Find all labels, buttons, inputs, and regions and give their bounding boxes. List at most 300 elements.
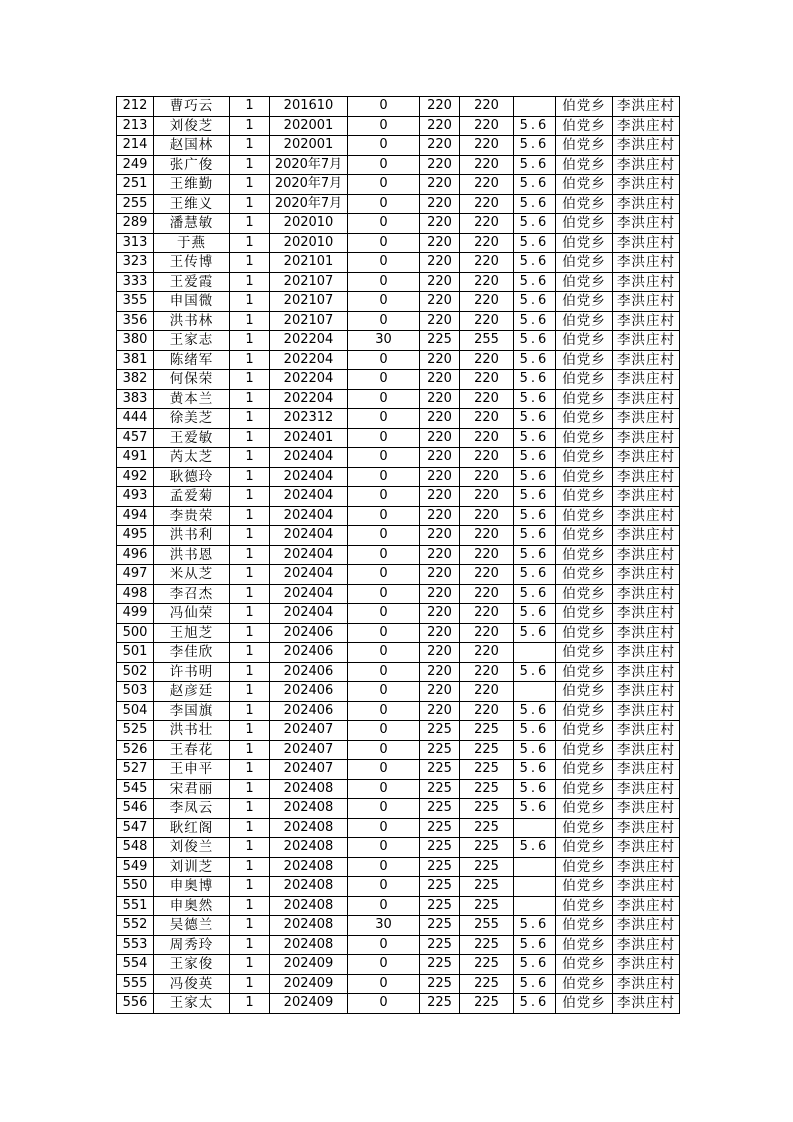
cell-rate: 5.6 (514, 136, 556, 156)
cell-index: 212 (117, 97, 154, 117)
table-row (117, 916, 680, 936)
cell-town: 伯党乡 (556, 389, 613, 409)
table-row (117, 955, 680, 975)
cell-rate: 5.6 (514, 272, 556, 292)
cell-total: 225 (460, 935, 514, 955)
cell-town: 伯党乡 (556, 155, 613, 175)
cell-name: 潘慧敏 (154, 214, 230, 234)
cell-name: 曹巧云 (154, 97, 230, 117)
cell-base: 225 (420, 779, 460, 799)
cell-rate (514, 877, 556, 897)
cell-village: 李洪庄村 (613, 448, 680, 468)
cell-extra: 0 (348, 935, 420, 955)
cell-extra: 0 (348, 194, 420, 214)
cell-count: 1 (230, 779, 270, 799)
cell-date: 202406 (270, 623, 348, 643)
cell-extra: 0 (348, 740, 420, 760)
cell-base: 220 (420, 487, 460, 507)
cell-village: 李洪庄村 (613, 428, 680, 448)
cell-date: 202204 (270, 331, 348, 351)
cell-village: 李洪庄村 (613, 545, 680, 565)
cell-town: 伯党乡 (556, 545, 613, 565)
table-body (117, 97, 680, 1014)
cell-name: 李凤云 (154, 799, 230, 819)
table-row (117, 506, 680, 526)
cell-village: 李洪庄村 (613, 974, 680, 994)
cell-name: 芮太芝 (154, 448, 230, 468)
cell-total: 220 (460, 545, 514, 565)
cell-rate: 5.6 (514, 233, 556, 253)
cell-town: 伯党乡 (556, 604, 613, 624)
cell-town: 伯党乡 (556, 194, 613, 214)
cell-extra: 0 (348, 370, 420, 390)
cell-village: 李洪庄村 (613, 857, 680, 877)
cell-index: 496 (117, 545, 154, 565)
cell-date: 202408 (270, 896, 348, 916)
cell-count: 1 (230, 214, 270, 234)
cell-base: 220 (420, 604, 460, 624)
cell-rate (514, 818, 556, 838)
cell-total: 255 (460, 331, 514, 351)
cell-name: 申奥博 (154, 877, 230, 897)
table-row (117, 272, 680, 292)
cell-town: 伯党乡 (556, 857, 613, 877)
cell-base: 220 (420, 565, 460, 585)
cell-town: 伯党乡 (556, 877, 613, 897)
cell-index: 545 (117, 779, 154, 799)
cell-rate: 5.6 (514, 467, 556, 487)
cell-village: 李洪庄村 (613, 916, 680, 936)
cell-date: 202408 (270, 857, 348, 877)
cell-date: 202101 (270, 253, 348, 273)
cell-extra: 0 (348, 389, 420, 409)
cell-rate: 5.6 (514, 760, 556, 780)
table-row (117, 292, 680, 312)
cell-total: 220 (460, 253, 514, 273)
cell-name: 洪书利 (154, 526, 230, 546)
table-row (117, 331, 680, 351)
table-row (117, 526, 680, 546)
cell-count: 1 (230, 331, 270, 351)
cell-index: 444 (117, 409, 154, 429)
cell-count: 1 (230, 623, 270, 643)
cell-rate (514, 97, 556, 117)
cell-base: 220 (420, 253, 460, 273)
table-row (117, 623, 680, 643)
cell-village: 李洪庄村 (613, 292, 680, 312)
cell-total: 220 (460, 136, 514, 156)
cell-extra: 0 (348, 233, 420, 253)
cell-index: 333 (117, 272, 154, 292)
cell-name: 王传博 (154, 253, 230, 273)
table-row (117, 350, 680, 370)
cell-extra: 0 (348, 448, 420, 468)
cell-village: 李洪庄村 (613, 896, 680, 916)
cell-village: 李洪庄村 (613, 701, 680, 721)
cell-name: 王维勤 (154, 175, 230, 195)
cell-name: 孟爱菊 (154, 487, 230, 507)
cell-rate: 5.6 (514, 487, 556, 507)
cell-date: 202408 (270, 799, 348, 819)
cell-count: 1 (230, 799, 270, 819)
cell-extra: 30 (348, 331, 420, 351)
cell-total: 220 (460, 116, 514, 136)
cell-extra: 0 (348, 409, 420, 429)
cell-village: 李洪庄村 (613, 97, 680, 117)
cell-total: 225 (460, 760, 514, 780)
cell-base: 225 (420, 974, 460, 994)
cell-village: 李洪庄村 (613, 116, 680, 136)
cell-extra: 0 (348, 994, 420, 1014)
cell-rate: 5.6 (514, 175, 556, 195)
cell-count: 1 (230, 155, 270, 175)
cell-town: 伯党乡 (556, 896, 613, 916)
cell-extra: 0 (348, 721, 420, 741)
cell-name: 耿红阁 (154, 818, 230, 838)
cell-count: 1 (230, 916, 270, 936)
cell-name: 周秀玲 (154, 935, 230, 955)
cell-date: 202204 (270, 350, 348, 370)
cell-count: 1 (230, 526, 270, 546)
cell-town: 伯党乡 (556, 272, 613, 292)
cell-count: 1 (230, 935, 270, 955)
cell-date: 202408 (270, 818, 348, 838)
table-row (117, 389, 680, 409)
table-row (117, 214, 680, 234)
cell-base: 220 (420, 116, 460, 136)
cell-count: 1 (230, 896, 270, 916)
cell-index: 213 (117, 116, 154, 136)
cell-extra: 0 (348, 428, 420, 448)
cell-village: 李洪庄村 (613, 994, 680, 1014)
cell-name: 李贵荣 (154, 506, 230, 526)
cell-village: 李洪庄村 (613, 682, 680, 702)
cell-base: 225 (420, 331, 460, 351)
cell-count: 1 (230, 994, 270, 1014)
cell-extra: 0 (348, 662, 420, 682)
cell-village: 李洪庄村 (613, 721, 680, 741)
cell-name: 黄本兰 (154, 389, 230, 409)
cell-town: 伯党乡 (556, 116, 613, 136)
cell-date: 202408 (270, 916, 348, 936)
cell-total: 225 (460, 779, 514, 799)
cell-town: 伯党乡 (556, 838, 613, 858)
cell-index: 382 (117, 370, 154, 390)
cell-count: 1 (230, 233, 270, 253)
cell-total: 220 (460, 604, 514, 624)
cell-date: 202406 (270, 662, 348, 682)
cell-rate: 5.6 (514, 838, 556, 858)
cell-base: 220 (420, 272, 460, 292)
cell-date: 2020年7月 (270, 175, 348, 195)
cell-total: 220 (460, 623, 514, 643)
cell-extra: 0 (348, 818, 420, 838)
cell-total: 220 (460, 662, 514, 682)
cell-count: 1 (230, 409, 270, 429)
cell-index: 356 (117, 311, 154, 331)
cell-count: 1 (230, 350, 270, 370)
cell-index: 255 (117, 194, 154, 214)
cell-town: 伯党乡 (556, 682, 613, 702)
cell-date: 202204 (270, 389, 348, 409)
subsidy-roster-table (116, 96, 680, 1014)
table-row (117, 175, 680, 195)
cell-index: 494 (117, 506, 154, 526)
table-row (117, 857, 680, 877)
cell-extra: 0 (348, 155, 420, 175)
cell-total: 220 (460, 370, 514, 390)
cell-rate: 5.6 (514, 292, 556, 312)
cell-village: 李洪庄村 (613, 877, 680, 897)
cell-village: 李洪庄村 (613, 760, 680, 780)
cell-rate: 5.6 (514, 779, 556, 799)
cell-village: 李洪庄村 (613, 526, 680, 546)
cell-extra: 0 (348, 643, 420, 663)
table-row (117, 370, 680, 390)
cell-total: 225 (460, 857, 514, 877)
cell-base: 220 (420, 623, 460, 643)
cell-date: 202204 (270, 370, 348, 390)
cell-base: 220 (420, 662, 460, 682)
cell-total: 225 (460, 721, 514, 741)
cell-town: 伯党乡 (556, 350, 613, 370)
cell-index: 313 (117, 233, 154, 253)
table-row (117, 604, 680, 624)
cell-extra: 0 (348, 779, 420, 799)
cell-extra: 0 (348, 136, 420, 156)
cell-index: 499 (117, 604, 154, 624)
cell-date: 202404 (270, 584, 348, 604)
cell-date: 202406 (270, 682, 348, 702)
cell-extra: 0 (348, 896, 420, 916)
cell-rate: 5.6 (514, 545, 556, 565)
cell-date: 202406 (270, 701, 348, 721)
cell-index: 355 (117, 292, 154, 312)
cell-extra: 0 (348, 623, 420, 643)
cell-name: 王申平 (154, 760, 230, 780)
cell-town: 伯党乡 (556, 916, 613, 936)
cell-village: 李洪庄村 (613, 155, 680, 175)
cell-rate: 5.6 (514, 253, 556, 273)
cell-count: 1 (230, 448, 270, 468)
cell-rate: 5.6 (514, 409, 556, 429)
cell-village: 李洪庄村 (613, 584, 680, 604)
cell-village: 李洪庄村 (613, 935, 680, 955)
cell-name: 王春花 (154, 740, 230, 760)
cell-total: 225 (460, 740, 514, 760)
cell-count: 1 (230, 311, 270, 331)
cell-index: 503 (117, 682, 154, 702)
cell-rate: 5.6 (514, 389, 556, 409)
table-row (117, 721, 680, 741)
cell-date: 2020年7月 (270, 194, 348, 214)
cell-base: 220 (420, 350, 460, 370)
cell-rate (514, 682, 556, 702)
cell-count: 1 (230, 545, 270, 565)
cell-base: 220 (420, 311, 460, 331)
cell-village: 李洪庄村 (613, 955, 680, 975)
cell-town: 伯党乡 (556, 136, 613, 156)
cell-name: 赵彦廷 (154, 682, 230, 702)
cell-total: 220 (460, 487, 514, 507)
cell-total: 225 (460, 799, 514, 819)
table-row (117, 136, 680, 156)
cell-count: 1 (230, 740, 270, 760)
cell-date: 202404 (270, 545, 348, 565)
cell-count: 1 (230, 116, 270, 136)
cell-village: 李洪庄村 (613, 370, 680, 390)
cell-base: 220 (420, 370, 460, 390)
cell-rate: 5.6 (514, 935, 556, 955)
cell-base: 220 (420, 214, 460, 234)
cell-base: 225 (420, 916, 460, 936)
cell-total: 220 (460, 97, 514, 117)
cell-town: 伯党乡 (556, 253, 613, 273)
cell-village: 李洪庄村 (613, 214, 680, 234)
table-row (117, 701, 680, 721)
cell-town: 伯党乡 (556, 331, 613, 351)
cell-base: 220 (420, 194, 460, 214)
table-row (117, 155, 680, 175)
cell-name: 申奥然 (154, 896, 230, 916)
cell-date: 202401 (270, 428, 348, 448)
cell-date: 202406 (270, 643, 348, 663)
cell-date: 202408 (270, 877, 348, 897)
cell-name: 王爱敏 (154, 428, 230, 448)
cell-base: 220 (420, 448, 460, 468)
cell-total: 225 (460, 877, 514, 897)
cell-village: 李洪庄村 (613, 136, 680, 156)
cell-extra: 0 (348, 467, 420, 487)
cell-town: 伯党乡 (556, 643, 613, 663)
cell-extra: 0 (348, 272, 420, 292)
table-row (117, 311, 680, 331)
table-row (117, 233, 680, 253)
cell-index: 289 (117, 214, 154, 234)
cell-village: 李洪庄村 (613, 623, 680, 643)
cell-count: 1 (230, 175, 270, 195)
cell-count: 1 (230, 877, 270, 897)
cell-name: 李国旗 (154, 701, 230, 721)
cell-extra: 0 (348, 877, 420, 897)
cell-rate: 5.6 (514, 350, 556, 370)
cell-rate: 5.6 (514, 311, 556, 331)
cell-rate: 5.6 (514, 799, 556, 819)
cell-index: 548 (117, 838, 154, 858)
cell-town: 伯党乡 (556, 487, 613, 507)
cell-base: 220 (420, 409, 460, 429)
cell-extra: 0 (348, 487, 420, 507)
cell-base: 220 (420, 428, 460, 448)
cell-extra: 0 (348, 974, 420, 994)
cell-count: 1 (230, 292, 270, 312)
cell-extra: 0 (348, 760, 420, 780)
cell-rate: 5.6 (514, 116, 556, 136)
cell-date: 202409 (270, 974, 348, 994)
cell-count: 1 (230, 604, 270, 624)
cell-rate: 5.6 (514, 994, 556, 1014)
cell-town: 伯党乡 (556, 526, 613, 546)
cell-date: 202408 (270, 935, 348, 955)
table-row (117, 896, 680, 916)
cell-total: 220 (460, 701, 514, 721)
cell-rate (514, 643, 556, 663)
cell-name: 王旭芝 (154, 623, 230, 643)
table-row (117, 545, 680, 565)
table-row (117, 935, 680, 955)
cell-total: 225 (460, 818, 514, 838)
cell-rate: 5.6 (514, 565, 556, 585)
cell-village: 李洪庄村 (613, 194, 680, 214)
cell-name: 于燕 (154, 233, 230, 253)
cell-count: 1 (230, 857, 270, 877)
cell-date: 202404 (270, 526, 348, 546)
table-row (117, 194, 680, 214)
cell-index: 550 (117, 877, 154, 897)
cell-name: 刘俊兰 (154, 838, 230, 858)
cell-town: 伯党乡 (556, 955, 613, 975)
cell-town: 伯党乡 (556, 584, 613, 604)
cell-count: 1 (230, 701, 270, 721)
cell-index: 251 (117, 175, 154, 195)
cell-extra: 0 (348, 97, 420, 117)
cell-rate: 5.6 (514, 506, 556, 526)
cell-index: 498 (117, 584, 154, 604)
cell-base: 225 (420, 818, 460, 838)
cell-index: 491 (117, 448, 154, 468)
cell-town: 伯党乡 (556, 175, 613, 195)
cell-date: 202409 (270, 955, 348, 975)
cell-rate: 5.6 (514, 526, 556, 546)
cell-village: 李洪庄村 (613, 565, 680, 585)
cell-extra: 0 (348, 799, 420, 819)
cell-count: 1 (230, 662, 270, 682)
cell-rate: 5.6 (514, 331, 556, 351)
table-row (117, 584, 680, 604)
cell-name: 刘训芝 (154, 857, 230, 877)
cell-index: 551 (117, 896, 154, 916)
table-row (117, 760, 680, 780)
table-row (117, 974, 680, 994)
cell-date: 202407 (270, 721, 348, 741)
cell-rate (514, 896, 556, 916)
table-row (117, 487, 680, 507)
cell-village: 李洪庄村 (613, 604, 680, 624)
cell-name: 徐美芝 (154, 409, 230, 429)
table-row (117, 662, 680, 682)
cell-date: 202404 (270, 448, 348, 468)
cell-town: 伯党乡 (556, 292, 613, 312)
cell-index: 500 (117, 623, 154, 643)
cell-base: 225 (420, 955, 460, 975)
cell-date: 201610 (270, 97, 348, 117)
cell-name: 洪书林 (154, 311, 230, 331)
cell-village: 李洪庄村 (613, 175, 680, 195)
cell-base: 225 (420, 799, 460, 819)
cell-count: 1 (230, 974, 270, 994)
cell-town: 伯党乡 (556, 701, 613, 721)
cell-village: 李洪庄村 (613, 350, 680, 370)
cell-town: 伯党乡 (556, 233, 613, 253)
cell-count: 1 (230, 818, 270, 838)
cell-count: 1 (230, 467, 270, 487)
cell-town: 伯党乡 (556, 994, 613, 1014)
cell-village: 李洪庄村 (613, 662, 680, 682)
cell-count: 1 (230, 487, 270, 507)
cell-name: 许书明 (154, 662, 230, 682)
cell-name: 王家太 (154, 994, 230, 1014)
cell-date: 202408 (270, 779, 348, 799)
